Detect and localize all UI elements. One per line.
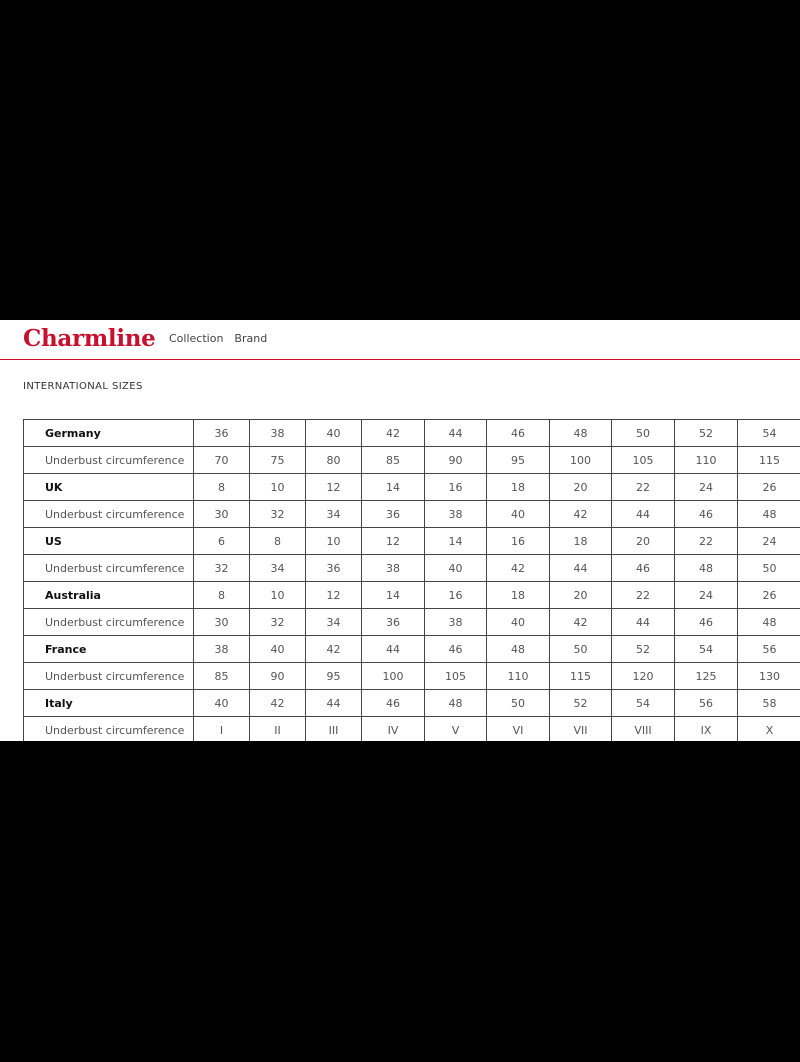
size-cell: 95 (487, 447, 550, 474)
size-cell: 18 (487, 582, 550, 609)
size-cell: 40 (194, 690, 250, 717)
size-cell: 46 (675, 501, 738, 528)
country-label: Italy (24, 690, 194, 717)
size-cell: 38 (425, 609, 487, 636)
size-table-body (24, 420, 800, 742)
size-cell: 40 (487, 609, 550, 636)
size-cell: 50 (550, 636, 612, 663)
size-cell: 100 (362, 663, 425, 690)
size-cell: 105 (425, 663, 487, 690)
size-cell: 48 (738, 501, 800, 528)
size-cell: 54 (612, 690, 675, 717)
size-cell: 42 (550, 609, 612, 636)
measure-label: Underbust circumference (24, 555, 194, 582)
size-cell: 52 (675, 420, 738, 447)
nav-link-brand[interactable]: Brand (234, 332, 268, 345)
size-cell: 42 (362, 420, 425, 447)
country-size-row (24, 420, 800, 447)
size-cell: 22 (612, 582, 675, 609)
size-cell: IV (362, 717, 425, 742)
size-cell: 50 (738, 555, 800, 582)
size-cell: VII (550, 717, 612, 742)
size-cell: 56 (675, 690, 738, 717)
size-cell: 8 (194, 474, 250, 501)
size-cell: 10 (250, 582, 306, 609)
size-cell: 36 (362, 609, 425, 636)
size-cell: 42 (487, 555, 550, 582)
size-cell: 38 (362, 555, 425, 582)
country-size-row (24, 474, 800, 501)
size-cell: 32 (250, 609, 306, 636)
size-cell: 20 (550, 582, 612, 609)
size-cell: 46 (675, 609, 738, 636)
size-cell: 16 (425, 582, 487, 609)
size-cell: 120 (612, 663, 675, 690)
size-cell: V (425, 717, 487, 742)
size-cell: 50 (487, 690, 550, 717)
nav-link-collection[interactable]: Collection (169, 332, 224, 345)
size-cell: 75 (250, 447, 306, 474)
size-cell: 46 (487, 420, 550, 447)
size-cell: 40 (425, 555, 487, 582)
size-cell: 36 (362, 501, 425, 528)
size-cell: 110 (675, 447, 738, 474)
size-cell: 44 (612, 609, 675, 636)
measure-label: Underbust circumference (24, 663, 194, 690)
size-cell: 14 (425, 528, 487, 555)
size-cell: 85 (362, 447, 425, 474)
size-cell: 44 (306, 690, 362, 717)
size-cell: 34 (306, 501, 362, 528)
country-size-row (24, 690, 800, 717)
underbust-row (24, 663, 800, 690)
size-cell: 26 (738, 582, 800, 609)
size-cell: 32 (194, 555, 250, 582)
size-cell: 115 (550, 663, 612, 690)
size-cell: 12 (362, 528, 425, 555)
size-cell: 130 (738, 663, 800, 690)
size-cell: 54 (675, 636, 738, 663)
size-cell: 115 (738, 447, 800, 474)
site-header (0, 320, 800, 360)
size-cell: 10 (306, 528, 362, 555)
size-cell: III (306, 717, 362, 742)
size-cell: 40 (306, 420, 362, 447)
underbust-row (24, 717, 800, 742)
underbust-row (24, 447, 800, 474)
size-cell: 44 (362, 636, 425, 663)
size-cell: 16 (487, 528, 550, 555)
size-cell: 52 (612, 636, 675, 663)
size-cell: 36 (306, 555, 362, 582)
country-label: France (24, 636, 194, 663)
underbust-row (24, 501, 800, 528)
country-label: Australia (24, 582, 194, 609)
size-cell: 38 (425, 501, 487, 528)
size-cell: 58 (738, 690, 800, 717)
size-cell: 40 (487, 501, 550, 528)
underbust-row (24, 609, 800, 636)
country-size-row (24, 528, 800, 555)
size-cell: 52 (550, 690, 612, 717)
size-cell: 40 (250, 636, 306, 663)
size-cell: 50 (612, 420, 675, 447)
size-cell: 16 (425, 474, 487, 501)
size-cell: 48 (675, 555, 738, 582)
size-cell: 42 (306, 636, 362, 663)
size-cell: 20 (612, 528, 675, 555)
size-cell: 70 (194, 447, 250, 474)
size-cell: 105 (612, 447, 675, 474)
size-cell: 100 (550, 447, 612, 474)
size-cell: 48 (425, 690, 487, 717)
size-cell: 34 (250, 555, 306, 582)
size-cell: 54 (738, 420, 800, 447)
size-cell: 95 (306, 663, 362, 690)
size-cell: 38 (250, 420, 306, 447)
size-cell: 36 (194, 420, 250, 447)
size-cell: 110 (487, 663, 550, 690)
size-cell: 44 (550, 555, 612, 582)
size-cell: 22 (675, 528, 738, 555)
size-cell: 26 (738, 474, 800, 501)
size-cell: 12 (306, 474, 362, 501)
size-cell: 56 (738, 636, 800, 663)
size-cell: 90 (425, 447, 487, 474)
size-cell: 20 (550, 474, 612, 501)
size-cell: 24 (738, 528, 800, 555)
size-cell: 46 (425, 636, 487, 663)
country-size-row (24, 636, 800, 663)
size-cell: 44 (612, 501, 675, 528)
country-label: Germany (24, 420, 194, 447)
size-cell: 46 (612, 555, 675, 582)
size-cell: 22 (612, 474, 675, 501)
size-table (23, 419, 800, 741)
size-cell: II (250, 717, 306, 742)
size-cell: X (738, 717, 800, 742)
size-cell: 10 (250, 474, 306, 501)
size-cell: 48 (738, 609, 800, 636)
size-cell: 44 (425, 420, 487, 447)
brand-logo[interactable]: Charmline (23, 325, 156, 352)
size-cell: VI (487, 717, 550, 742)
size-cell: 32 (250, 501, 306, 528)
size-cell: I (194, 717, 250, 742)
section-title: INTERNATIONAL SIZES (23, 381, 143, 392)
size-cell: 125 (675, 663, 738, 690)
size-cell: 30 (194, 501, 250, 528)
underbust-row (24, 555, 800, 582)
size-cell: 80 (306, 447, 362, 474)
content-area (0, 320, 800, 741)
size-cell: 34 (306, 609, 362, 636)
measure-label: Underbust circumference (24, 501, 194, 528)
size-cell: 6 (194, 528, 250, 555)
size-cell: 14 (362, 474, 425, 501)
size-cell: 42 (550, 501, 612, 528)
measure-label: Underbust circumference (24, 609, 194, 636)
size-cell: 18 (550, 528, 612, 555)
size-cell: 48 (550, 420, 612, 447)
main-nav (169, 332, 267, 345)
size-cell: 42 (250, 690, 306, 717)
size-cell: 85 (194, 663, 250, 690)
size-cell: IX (675, 717, 738, 742)
size-cell: 14 (362, 582, 425, 609)
measure-label: Underbust circumference (24, 717, 194, 742)
size-cell: 24 (675, 582, 738, 609)
size-cell: 38 (194, 636, 250, 663)
size-cell: 46 (362, 690, 425, 717)
size-cell: 90 (250, 663, 306, 690)
measure-label: Underbust circumference (24, 447, 194, 474)
country-label: UK (24, 474, 194, 501)
country-size-row (24, 582, 800, 609)
size-cell: 8 (194, 582, 250, 609)
size-cell: VIII (612, 717, 675, 742)
size-cell: 12 (306, 582, 362, 609)
size-cell: 30 (194, 609, 250, 636)
country-label: US (24, 528, 194, 555)
size-cell: 18 (487, 474, 550, 501)
size-cell: 24 (675, 474, 738, 501)
size-cell: 8 (250, 528, 306, 555)
size-cell: 48 (487, 636, 550, 663)
